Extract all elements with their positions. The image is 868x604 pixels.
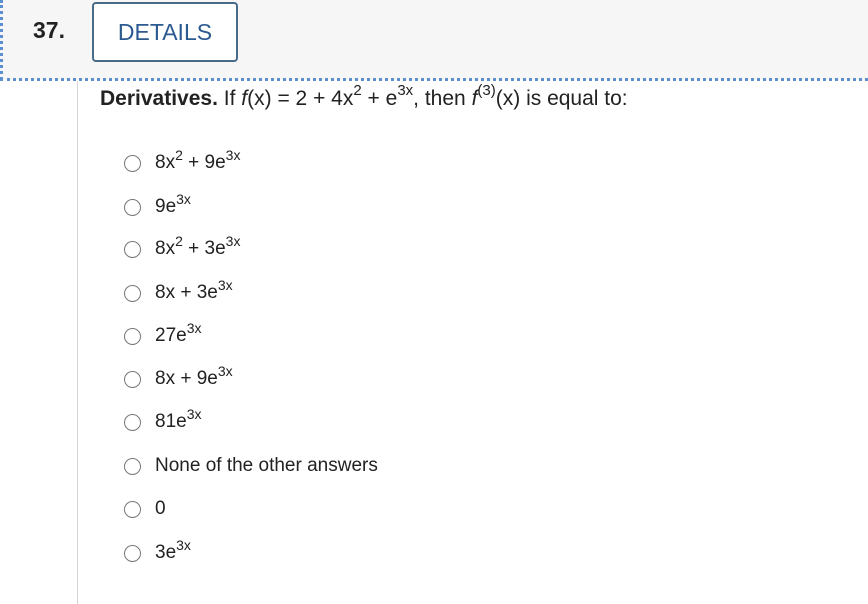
answer-option-label: $27e^{3x}$ [155, 319, 202, 346]
answer-option[interactable] [124, 538, 191, 568]
answer-option[interactable] [124, 407, 202, 437]
answer-option[interactable] [124, 364, 233, 394]
answer-option[interactable] [124, 192, 191, 222]
q-part: f [471, 87, 478, 110]
question-number: 37. [33, 17, 65, 43]
q-part: (x) is equal to: [495, 87, 628, 110]
answer-option-label: $8x^2 + 9e^{3x}$ [155, 146, 241, 173]
radio-button[interactable] [124, 241, 141, 258]
q-part: (3) [477, 82, 496, 99]
answer-option-label: 0 [155, 498, 166, 519]
answer-option[interactable] [124, 278, 233, 308]
question-body [223, 82, 628, 110]
answer-option-label: $8x + 9e^{3x}$ [155, 362, 233, 389]
q-part: 2 [353, 82, 362, 99]
radio-button[interactable] [124, 328, 141, 345]
answer-option-label: $9e^{3x}$ [155, 190, 191, 217]
radio-button[interactable] [124, 414, 141, 431]
answer-option[interactable] [124, 321, 202, 351]
answer-option[interactable] [124, 234, 240, 264]
content-left-border [77, 81, 78, 604]
radio-button[interactable] [124, 545, 141, 562]
answer-option[interactable] [124, 451, 378, 481]
q-part: (x) [247, 87, 272, 110]
answer-option[interactable] [124, 148, 240, 178]
answer-option-label: $8x + 3e^{3x}$ [155, 276, 233, 303]
answer-option-label: $3e^{3x}$ [155, 536, 191, 563]
question-text [100, 82, 628, 111]
radio-button[interactable] [124, 501, 141, 518]
radio-button[interactable] [124, 371, 141, 388]
answer-option-label: $81e^{3x}$ [155, 405, 202, 432]
q-part: = 2 + 4x [271, 87, 354, 110]
radio-button[interactable] [124, 155, 141, 172]
q-part: + e [361, 87, 398, 110]
q-part: f [241, 87, 248, 110]
header-divider [0, 78, 868, 81]
details-button[interactable]: DETAILS [92, 2, 238, 62]
radio-button[interactable] [124, 199, 141, 216]
q-part: 3x [397, 82, 414, 99]
q-part: If [223, 87, 242, 110]
question-header [0, 0, 868, 80]
question-prefix: Derivatives. [100, 87, 218, 110]
answer-option-label: None of the other answers [155, 455, 378, 476]
answer-option[interactable] [124, 494, 166, 524]
q-part: , then [413, 87, 472, 110]
radio-button[interactable] [124, 458, 141, 475]
answer-option-label: $8x^2 + 3e^{3x}$ [155, 232, 241, 259]
radio-button[interactable] [124, 285, 141, 302]
